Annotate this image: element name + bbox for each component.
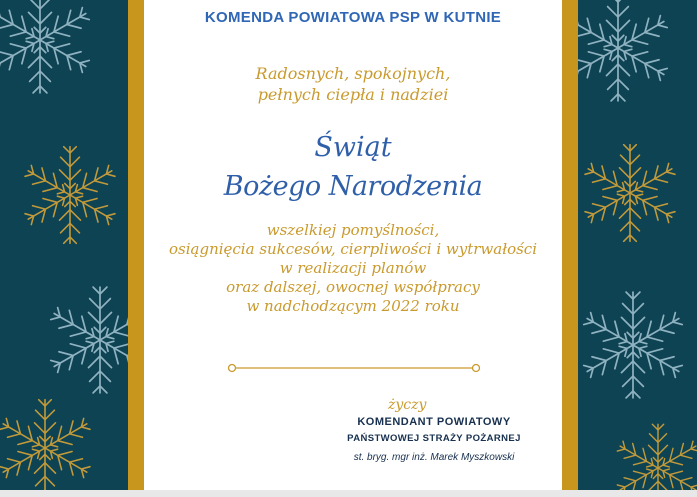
bottom-strip bbox=[0, 490, 697, 497]
intro-line: pełnych ciepła i nadziei bbox=[257, 85, 449, 104]
ornament-divider bbox=[227, 363, 481, 373]
right-snowflakes bbox=[578, 0, 697, 497]
greeting-title-line2: Bożego Narodzenia bbox=[223, 171, 483, 202]
wish-line: w nadchodzącym 2022 roku bbox=[246, 297, 460, 315]
wish-line: osiągnięcia sukcesów, cierpliwości i wytrwałości bbox=[169, 240, 537, 258]
left-gold-stripe bbox=[128, 0, 144, 497]
signature-organization: PAŃSTWOWEJ STRAŻY POŻARNEJ bbox=[347, 433, 521, 444]
snowflake-icon bbox=[48, 287, 128, 393]
header-title: KOMENDA POWIATOWA PSP W KUTNIE bbox=[204, 9, 502, 26]
snowflake-icon bbox=[581, 292, 684, 398]
intro-text bbox=[144, 63, 562, 105]
snowflake-icon bbox=[0, 400, 92, 497]
snowflake-icon bbox=[0, 0, 92, 93]
signature-verb: życzy bbox=[388, 397, 427, 413]
snowflake-icon bbox=[23, 147, 117, 244]
greeting-title-line1: Świąt bbox=[314, 132, 392, 163]
greeting-card bbox=[144, 0, 562, 490]
wish-line: w realizacji planów bbox=[279, 259, 427, 277]
snowflake-icon bbox=[578, 0, 670, 101]
left-decor-panel bbox=[0, 0, 128, 497]
right-decor-panel bbox=[578, 0, 697, 497]
right-gold-stripe bbox=[562, 0, 578, 497]
snowflake-icon bbox=[583, 145, 677, 242]
left-snowflakes bbox=[0, 0, 128, 497]
wish-line: wszelkiej pomyślności, bbox=[266, 221, 440, 239]
snowflake-icon bbox=[615, 424, 697, 497]
signature-title: KOMENDANT POWIATOWY bbox=[357, 416, 511, 428]
signature-name: st. bryg. mgr inż. Marek Myszkowski bbox=[353, 452, 515, 463]
wish-line: oraz dalszej, owocnej współpracy bbox=[226, 278, 480, 296]
wishes-text bbox=[144, 221, 562, 316]
intro-line: Radosnych, spokojnych, bbox=[255, 64, 451, 83]
